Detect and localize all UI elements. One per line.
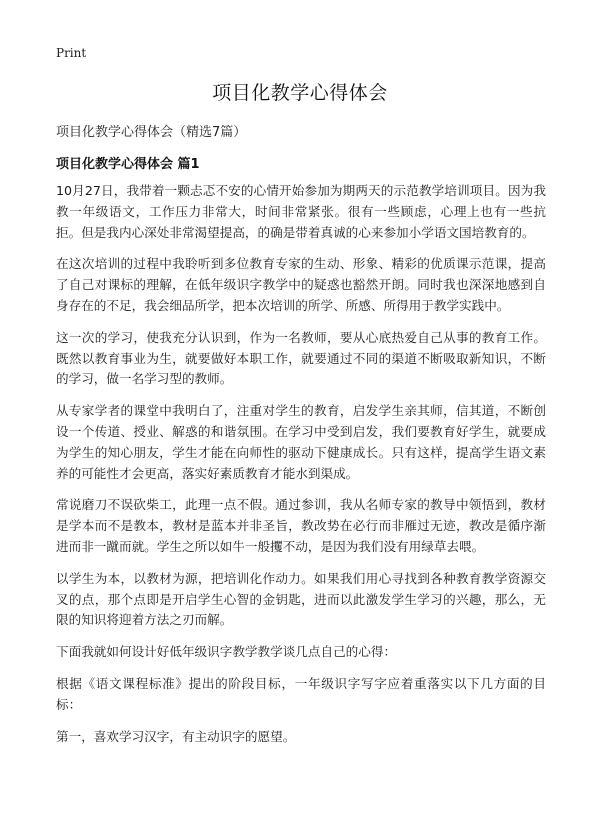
paragraph: 第一，喜欢学习汉字，有主动识字的愿望。 [56, 728, 296, 744]
paragraph: 以学生为本，以教材为源，把培训化作动力。如果我们用心寻找到各种教育教学资源交叉的点，那个点即是开启学生心智的金钥匙，进而以此激发学生学习的兴趣，那么，无限的知识将迎着方法之刃而解。 [56, 570, 546, 628]
document-subtitle: 项目化教学心得体会（精选7篇） [56, 125, 247, 140]
paragraph: 10月27日，我带着一颗忐忑不安的心情开始参加为期两天的示范教学培训项目。因为我教一年级语文，工作压力非常大，时间非常紧张。很有一些顾虑，心理上也有一些抗拒。但是我内心深处非常渴望提高，的确是带着真诚的心来参加小学语文国培教育的。 [56, 183, 546, 240]
paragraph: 这一次的学习，使我充分认识到，作为一名教师，要从心底热爱自己从事的教育工作。既然以教育事业为生，就要做好本职工作，就要通过不同的渠道不断吸取新知识，不断的学习，做一名学习型的教师。 [56, 329, 546, 387]
paragraph: 根据《语文课程标准》提出的阶段目标，一年级识字写字应着重落实以下几方面的目标： [56, 675, 546, 712]
article-body [56, 181, 546, 758]
paragraph: 常说磨刀不误砍柴工，此理一点不假。通过参训，我从名师专家的教导中领悟到，教材是学本而不是教本，教材是蓝本并非圣旨，教改势在必行而非雁过无迹，教改是循序渐进而非一蹴而就。学生之所以如牛一般攫不动，是因为我们没有用绿草去喂。 [56, 497, 546, 554]
print-link[interactable]: Print [56, 46, 87, 60]
paragraph: 在这次培训的过程中我聆听到多位教育专家的生动、形象、精彩的优质课示范课，提高了自己对课标的理解，在低年级识字教学中的疑惑也豁然开朗。同时我也深深地感到自身存在的不足，我会细品所学，把本次培训的所学、所感、所得用于教学实践中。 [56, 256, 546, 313]
section-heading: 项目化教学心得体会 篇1 [56, 157, 200, 172]
paragraph: 从专家学者的课堂中我明白了，注重对学生的教育，启发学生亲其师，信其道，不断创设一个传道、授业、解惑的和谐氛围。在学习中受到启发，我们要教育好学生，就要成为学生的知心朋友，学生才能在向师性的驱动下健康成长。只有这样，提高学生语文素养的可能性才会更高，落实好素质教育才能水到渠成。 [56, 403, 546, 481]
page-title: 项目化教学心得体会 [212, 82, 388, 104]
paragraph: 下面我就如何设计好低年级识字教学教学谈几点自己的心得： [56, 644, 397, 660]
